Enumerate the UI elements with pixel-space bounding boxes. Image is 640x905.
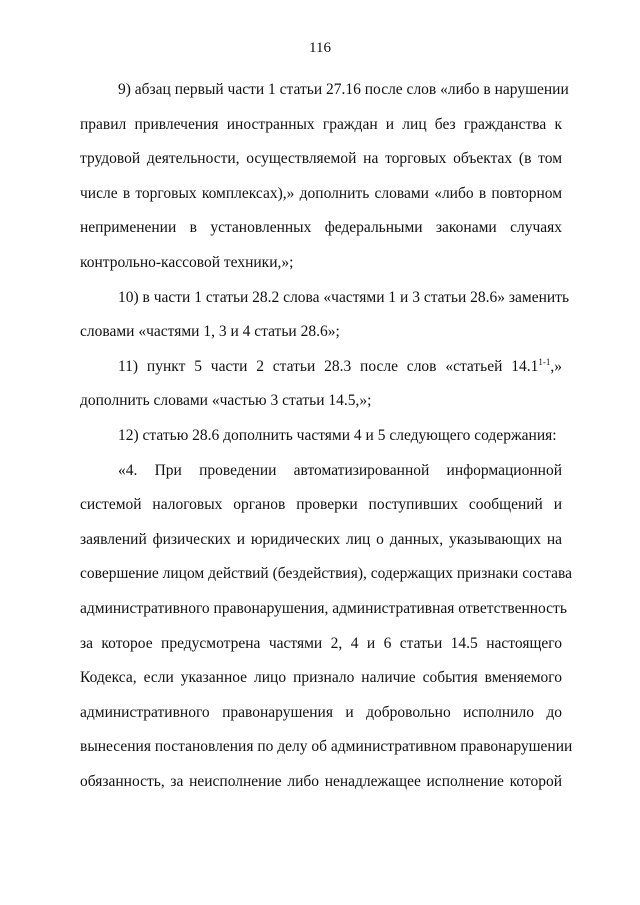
text-line: 10) в части 1 статьи 28.2 слова «частями 1 и 3 статьи 28.6» заменить <box>118 288 570 306</box>
text-line: 12) статью 28.6 дополнить частями 4 и 5 следующего содержания: <box>118 426 557 444</box>
text-line: совершение лицом действий (бездействия), содержащих признаки состава <box>80 565 572 583</box>
text-line: правил привлечения иностранных граждан и лиц без гражданства к <box>80 115 562 133</box>
text-line: дополнить словами «частью 3 статьи 14.5,»; <box>80 392 372 410</box>
superscript: 1-1 <box>538 356 551 367</box>
text-line: 9) абзац первый части 1 статьи 27.16 после слов «либо в нарушении <box>118 81 569 98</box>
text-line: вынесения постановления по делу об административном правонарушении <box>80 738 573 756</box>
text-line: обязанность, за неисполнение либо ненадлежащее исполнение которой <box>80 772 562 790</box>
text-line: трудовой деятельности, осуществляемой на торговых объектах (в том <box>80 150 562 168</box>
text-line: за которое предусмотрена частями 2, 4 и 6 статьи 14.5 настоящего <box>80 634 562 652</box>
text-line: контрольно-кассовой техники,»; <box>80 253 294 271</box>
text-line: системой налоговых органов проверки поступивших сообщений и <box>80 496 562 514</box>
text-line: Кодекса, если указанное лицо признало наличие события вменяемого <box>80 669 562 687</box>
text-line: «4. При проведении автоматизированной информационной <box>118 461 562 479</box>
text-line: числе в торговых комплексах),» дополнить словами «либо в повторном <box>80 184 562 202</box>
text-fragment: 11) пункт 5 части 2 статьи 28.3 после слов «статьей 14.1 <box>118 357 539 375</box>
text-line: административного правонарушения, административная ответственность <box>80 599 567 617</box>
text-line: словами «частями 1, 3 и 4 статьи 28.6»; <box>80 323 340 341</box>
page-number: 116 <box>309 40 331 56</box>
text-line: административного правонарушения и добровольно исполнило до <box>80 703 562 721</box>
text-line: заявлений физических и юридических лиц о данных, указывающих на <box>80 530 562 548</box>
document-body <box>80 73 573 799</box>
text-fragment: ,» <box>550 357 562 375</box>
text-line: неприменении в установленных федеральными законами случаях <box>80 219 562 237</box>
text-line-with-superscript <box>80 350 562 385</box>
